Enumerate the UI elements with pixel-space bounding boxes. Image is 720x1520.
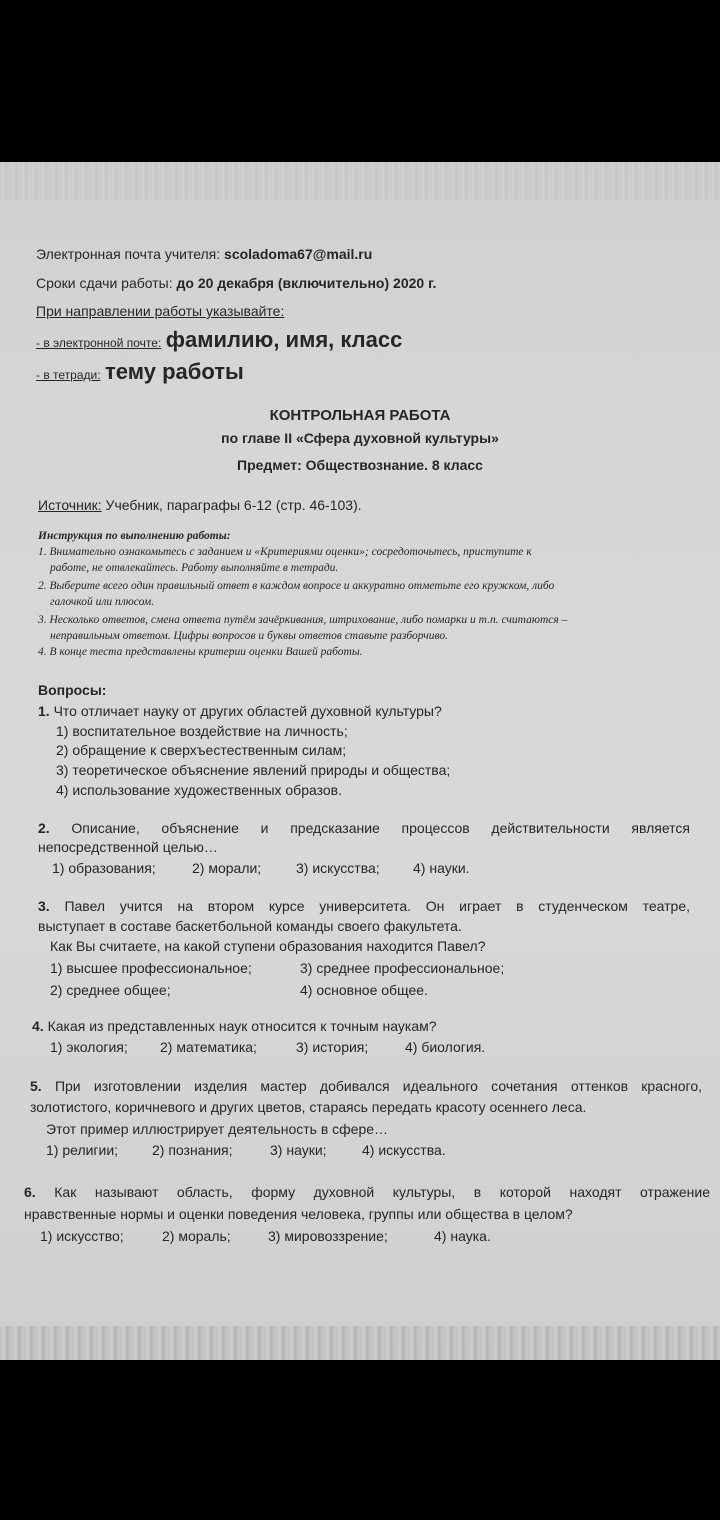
notebook-requirement-line [36,359,244,385]
instruction-line: работе, не отвлекайтесь. Работу выполняйте в тетради. [50,562,339,574]
answer-option: 3) мировоззрение; [268,1228,388,1244]
notebook-requirement-label: - в тетради: [36,368,101,382]
source-value: Учебник, параграфы 6-12 (стр. 46-103). [105,497,362,513]
answer-option: 1) воспитательное воздействие на личность; [56,723,348,739]
question-number: 2. [38,820,50,836]
question-text-continued: нравственные нормы и оценки поведения человека, группы или общества в целом? [24,1206,573,1222]
answer-option: 3) теоретическое объяснение явлений природы и общества; [56,762,451,778]
source-line [38,497,362,513]
question-text: Какая из представленных наук относится к точным наукам? [47,1018,437,1034]
answer-option: 4) биология. [405,1039,486,1055]
question-number: 5. [30,1078,42,1094]
instruction-line: 1. Внимательно ознакомьтесь с заданием и «Критериями оценки»; сосредоточьтесь, приступите к [38,546,532,558]
instruction-line: 3. Несколько ответов, смена ответа путём зачёркивания, штрихование, либо помарки и т.п. считаются – [38,614,568,626]
instructions-heading: Инструкция по выполнению работы: [38,530,231,542]
questions-heading: Вопросы: [38,682,107,698]
paper-edge-top [0,162,720,200]
answer-option: 1) религии; [46,1142,119,1158]
deadline-label: Сроки сдачи работы: [36,275,173,291]
question-text: Что отличает науку от других областей духовной культуры? [53,703,442,719]
answer-option: 2) мораль; [162,1228,231,1244]
answer-option: 3) среднее профессиональное; [300,960,505,976]
paper-edge-bottom [0,1326,720,1360]
question-text-continued: Как Вы считаете, на какой ступени образования находится Павел? [50,938,486,954]
answer-option: 2) обращение к сверхъестественным силам; [56,742,347,758]
answer-option: 4) наука. [434,1228,491,1244]
question-number: 3. [38,898,50,914]
answer-option: 1) экология; [50,1039,128,1055]
question-text-continued: Этот пример иллюстрирует деятельность в сфере… [46,1121,389,1137]
notebook-requirement-value: тему работы [105,359,244,384]
question-number: 6. [24,1184,36,1200]
answer-option: 2) математика; [160,1039,257,1055]
answer-option: 2) среднее общее; [50,982,171,998]
page-subtitle: по главе II «Сфера духовной культуры» [221,430,499,446]
answer-option: 3) науки; [270,1142,327,1158]
subject-line: Предмет: Обществознание. 8 класс [237,457,483,473]
answer-option: 1) образования; [52,860,156,876]
deadline-value: до 20 декабря (включительно) 2020 г. [176,275,437,291]
question-text: Павел учится на втором курсе университета. Он играет в студенческом театре, [64,898,691,914]
answer-option: 2) познания; [152,1142,233,1158]
instruction-line: галочкой или плюсом. [50,596,155,608]
question-3 [38,898,690,914]
question-text: При изготовлении изделия мастер добивался идеального сочетания оттенков красного, [54,1078,702,1094]
answer-option: 3) искусства; [296,860,380,876]
answer-option: 4) науки. [413,860,470,876]
question-4 [32,1018,437,1034]
question-text-continued: золотистого, коричневого и других цветов, стараясь передать красоту осеннего леса. [30,1099,587,1115]
question-text: Как называют область, форму духовной культуры, в которой находят отражение [54,1184,711,1200]
instruction-line: 2. Выберите всего один правильный ответ в каждом вопросе и аккуратно отметьте его кружком, либо [38,580,555,592]
answer-option: 4) основное общее. [300,982,428,998]
question-text-continued: непосредственной целью… [38,839,218,855]
document-photo [0,162,720,1360]
source-label: Источник: [38,497,102,513]
email-requirement-label: - в электронной почте: [36,336,162,350]
email-requirement-line [36,327,402,353]
question-text-continued: выступает в составе баскетбольной команды своего факультета. [38,918,462,934]
page-title: КОНТРОЛЬНАЯ РАБОТА [269,407,451,424]
question-text: Описание, объяснение и предсказание процессов действительности является [71,820,690,836]
send-instructions-heading: При направлении работы указывайте: [36,303,285,319]
email-label: Электронная почта учителя: [36,246,221,262]
answer-option: 1) высшее профессиональное; [50,960,252,976]
deadline-line [36,275,436,291]
question-5 [30,1078,702,1094]
question-number: 1. [38,703,50,719]
email-requirement-value: фамилию, имя, класс [165,327,403,352]
question-number: 4. [32,1018,44,1034]
answer-option: 3) история; [296,1039,369,1055]
email-value: scoladoma67@mail.ru [224,246,373,262]
question-1 [38,703,442,719]
email-line [36,246,372,262]
answer-option: 1) искусство; [40,1228,124,1244]
instruction-line: 4. В конце теста представлены критерии оценки Вашей работы. [38,646,363,658]
answer-option: 4) искусства. [362,1142,446,1158]
instruction-line: неправильным ответом. Цифры вопросов и буквы ответов ставьте разборчиво. [50,630,449,642]
answer-option: 2) морали; [192,860,262,876]
question-2 [38,820,690,836]
answer-option: 4) использование художественных образов. [56,782,342,798]
question-6 [24,1184,710,1200]
